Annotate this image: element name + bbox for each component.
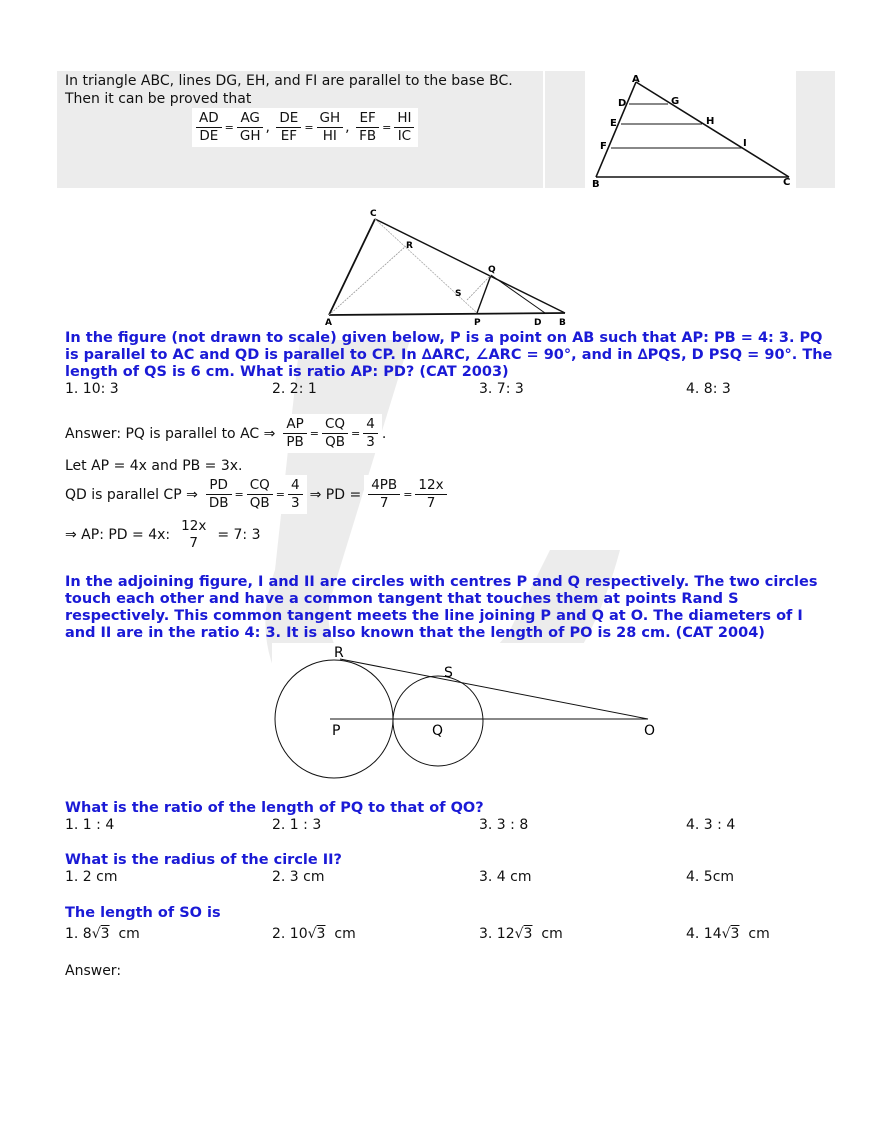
fraction: $\frac{HI}{IC}$ — [394, 110, 414, 145]
label-Q: Q — [488, 265, 496, 275]
sub3-option-3: 3. 12√3 cm — [479, 926, 563, 942]
label-D: D — [534, 318, 542, 325]
subquestion-3: The length of SO is — [65, 905, 221, 921]
sub2-option-2: 2. 3 cm — [272, 869, 325, 885]
sub1-option-4: 4. 3 : 4 — [686, 817, 736, 833]
label-B: B — [559, 318, 566, 325]
question-2-line2: touch each other and have a common tangent that touches them at points Rand S — [65, 591, 739, 607]
label-D: D — [618, 98, 627, 109]
label-P: P — [332, 723, 341, 739]
sub3-option-1: 1. 8√3 cm — [65, 926, 140, 942]
label-O: O — [644, 723, 656, 739]
question-1-line2: is parallel to AC and QD is parallel to CP. In ∆ARC, ∠ARC = 90°, and in ∆PQS, D PSQ = 90°. The — [65, 347, 833, 363]
label-C: C — [783, 177, 791, 188]
label-G: G — [671, 96, 680, 107]
fraction: $\frac{GH}{HI}$ — [317, 110, 344, 145]
fraction: $\frac{AD}{DE}$ — [196, 110, 222, 145]
label-S: S — [444, 665, 453, 681]
subquestion-1: What is the ratio of the length of PQ to that of QO? — [65, 800, 484, 816]
q1-option-1: 1. 10: 3 — [65, 381, 119, 397]
tangent-circles-figure — [272, 643, 662, 781]
label-S: S — [455, 289, 462, 299]
answer-2-label: Answer: — [65, 963, 122, 979]
triangle-arc-figure — [320, 205, 570, 325]
answer-1-line3: QD is parallel CP ⇒ $\frac{PD}{DB}$ = $\frac{CQ}{QB}$ = $\frac{4}{3}$ ⇒ PD = $\frac{4PB}{7}$ = $\frac{12x}{7}$ — [65, 475, 451, 514]
label-H: H — [706, 116, 715, 127]
sub3-option-2: 2. 10√3 cm — [272, 926, 356, 942]
label-E: E — [610, 118, 617, 129]
label-R: R — [406, 241, 413, 251]
intro-ratio-equations: $\frac{AD}{DE}$ = $\frac{AG}{GH}$ , $\frac{DE}{EF}$ = $\frac{GH}{HI}$ , $\frac{EF}{FB}$ = $\frac{HI}{IC}$ — [192, 108, 418, 147]
label-R: R — [334, 645, 344, 661]
question-1-line1: In the figure (not drawn to scale) given below, P is a point on AB such that AP: PB = 4: 3. PQ — [65, 330, 823, 346]
sub1-option-1: 1. 1 : 4 — [65, 817, 115, 833]
sub3-option-4: 4. 14√3 cm — [686, 926, 770, 942]
sub2-option-4: 4. 5cm — [686, 869, 735, 885]
fraction: $\frac{AG}{GH}$ — [237, 110, 264, 145]
subquestion-2: What is the radius of the circle II? — [65, 852, 342, 868]
answer-1-line1: Answer: PQ is parallel to AC ⇒ $\frac{AP}{PB}$ = $\frac{CQ}{QB}$ = $\frac{4}{3}$ . — [65, 414, 386, 453]
answer-1-line4: ⇒ AP: PD = 4x: 12x 7 = 7: 3 — [65, 516, 260, 554]
intro-text-line1: In triangle ABC, lines DG, EH, and FI are parallel to the base BC. — [65, 73, 513, 89]
intro-right-panel — [796, 71, 835, 188]
triangle-parallel-lines-figure — [585, 71, 796, 189]
fraction: $\frac{EF}{FB}$ — [356, 110, 379, 145]
intro-text-line2: Then it can be proved that — [65, 91, 252, 107]
question-2-line4: and II are in the ratio 4: 3. It is also known that the length of PO is 28 cm. (CAT 2004) — [65, 625, 765, 641]
question-2-line1: In the adjoining figure, I and II are circles with centres P and Q respectively. The two circles — [65, 574, 818, 590]
label-P: P — [474, 318, 481, 325]
label-B: B — [592, 179, 600, 189]
intro-gap-panel — [545, 71, 585, 188]
question-1-line3: length of QS is 6 cm. What is ratio AP: PD? (CAT 2003) — [65, 364, 509, 380]
label-A: A — [632, 74, 640, 85]
label-A: A — [325, 318, 332, 325]
q1-option-4: 4. 8: 3 — [686, 381, 731, 397]
label-I: I — [743, 138, 747, 149]
fraction: $\frac{DE}{EF}$ — [276, 110, 301, 145]
sub2-option-1: 1. 2 cm — [65, 869, 118, 885]
label-F: F — [600, 141, 607, 152]
sub1-option-3: 3. 3 : 8 — [479, 817, 529, 833]
label-C: C — [370, 209, 377, 219]
answer-1-line2: Let AP = 4x and PB = 3x. — [65, 458, 243, 474]
sub1-option-2: 2. 1 : 3 — [272, 817, 322, 833]
q1-option-3: 3. 7: 3 — [479, 381, 524, 397]
sub2-option-3: 3. 4 cm — [479, 869, 532, 885]
question-2-line3: respectively. This common tangent meets the line joining P and Q at O. The diameters of I — [65, 608, 803, 624]
q1-option-2: 2. 2: 1 — [272, 381, 317, 397]
label-Q: Q — [432, 723, 444, 739]
